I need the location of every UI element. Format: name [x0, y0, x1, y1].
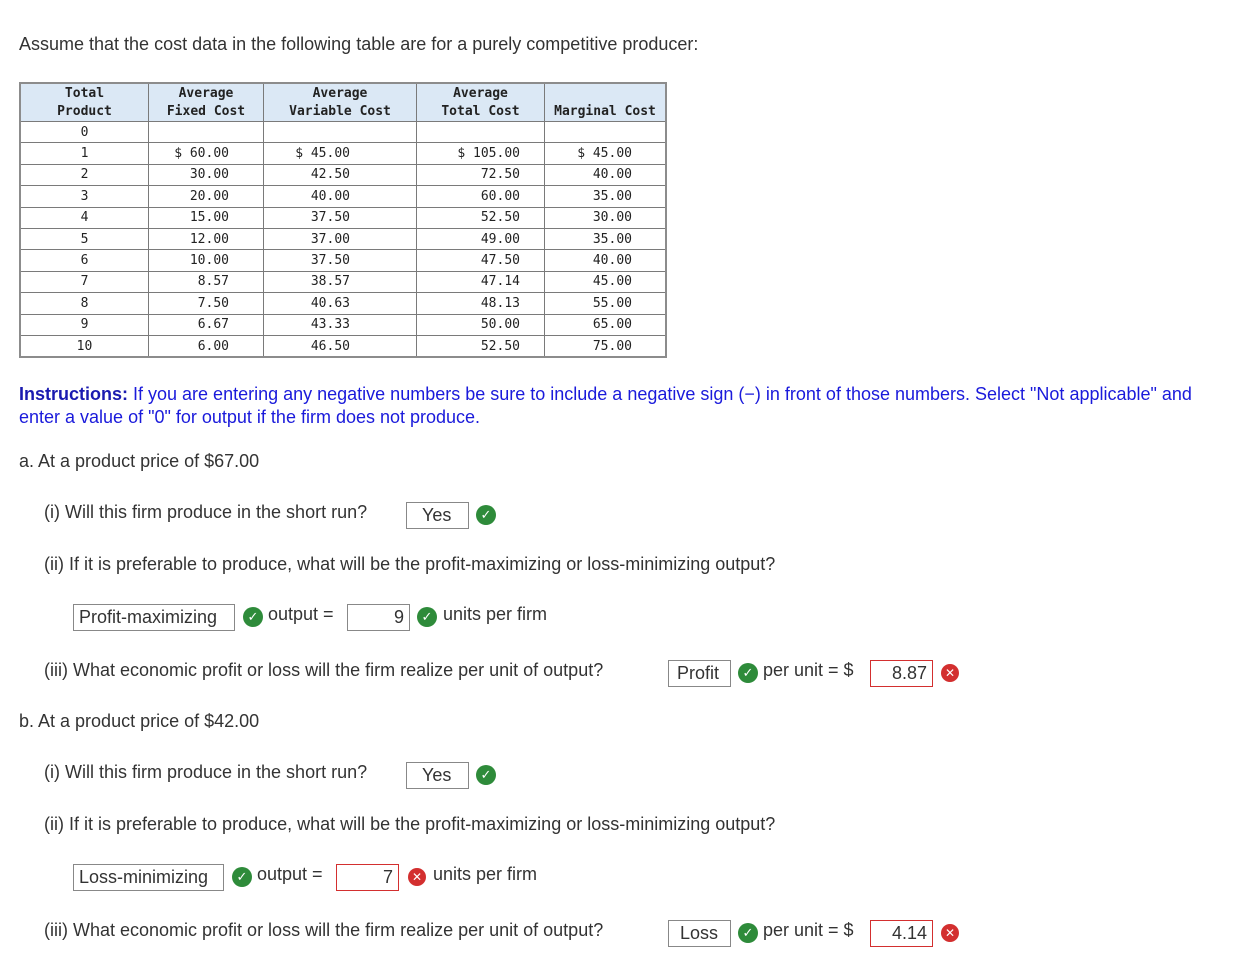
cell-average-total-cost: 48.13 — [417, 293, 545, 314]
header-average-variable-cost: Average Variable Cost — [264, 83, 417, 122]
cell-average-variable-cost: 37.00 — [264, 228, 417, 249]
table-row — [20, 164, 666, 185]
table-row — [20, 314, 666, 335]
header-total-product: Total Product — [20, 83, 149, 122]
table-row — [20, 207, 666, 228]
part-b-heading: b. At a product price of $42.00 — [19, 711, 260, 731]
instructions-text: If you are entering any negative numbers be sure to include a negative sign (−) in front of those numbers. Select "Not applicable" and enter a value of "0" for output if the firm does not produce. — [19, 384, 1192, 427]
cell-total-product: 0 — [20, 122, 149, 143]
cell-total-product: 7 — [20, 271, 149, 292]
part-a-question-3: (iii) What economic profit or loss will the firm realize per unit of output? — [44, 660, 604, 680]
cell-total-product: 5 — [20, 228, 149, 249]
part-a-profit-loss-select[interactable]: Profit — [668, 660, 731, 687]
table-row — [20, 335, 666, 357]
instructions — [19, 383, 1219, 429]
cell-total-product: 10 — [20, 335, 149, 357]
cell-total-product: 3 — [20, 186, 149, 207]
cell-average-fixed-cost: 12.00 — [149, 228, 264, 249]
cell-total-product: 9 — [20, 314, 149, 335]
cell-average-total-cost: 52.50 — [417, 335, 545, 357]
cell-average-fixed-cost: 15.00 — [149, 207, 264, 228]
part-a-output-label: output = — [268, 604, 334, 624]
cell-marginal-cost: 45.00 — [545, 271, 667, 292]
cell-marginal-cost: 35.00 — [545, 186, 667, 207]
cost-table — [19, 82, 667, 358]
part-a-output-type-select[interactable]: Profit-maximizing — [73, 604, 235, 631]
cell-average-total-cost: 50.00 — [417, 314, 545, 335]
x-icon: ✕ — [941, 924, 959, 942]
cell-average-total-cost: 47.14 — [417, 271, 545, 292]
table-row — [20, 293, 666, 314]
part-b-output-type-select[interactable]: Loss-minimizing — [73, 864, 224, 891]
cell-average-total-cost: 47.50 — [417, 250, 545, 271]
intro-text: Assume that the cost data in the following table are for a purely competitive producer: — [19, 34, 699, 54]
cell-average-total-cost: 60.00 — [417, 186, 545, 207]
check-icon: ✓ — [476, 505, 496, 525]
part-b-per-unit-label: per unit = $ — [763, 920, 854, 940]
instructions-label: Instructions: — [19, 384, 129, 404]
check-icon: ✓ — [738, 663, 758, 683]
part-b-profit-loss-select[interactable]: Loss — [668, 920, 731, 947]
check-icon: ✓ — [738, 923, 758, 943]
check-icon: ✓ — [243, 607, 263, 627]
part-a-heading: a. At a product price of $67.00 — [19, 451, 260, 471]
cell-average-variable-cost: 46.50 — [264, 335, 417, 357]
cell-average-fixed-cost — [149, 122, 264, 143]
cell-average-fixed-cost: $ 60.00 — [149, 143, 264, 164]
cell-marginal-cost: $ 45.00 — [545, 143, 667, 164]
cell-average-variable-cost: $ 45.00 — [264, 143, 417, 164]
cell-average-total-cost: $ 105.00 — [417, 143, 545, 164]
cell-average-variable-cost — [264, 122, 417, 143]
header-marginal-cost: Marginal Cost — [545, 83, 667, 122]
cell-average-variable-cost: 37.50 — [264, 207, 417, 228]
part-b-per-unit-input[interactable]: 4.14 — [870, 920, 933, 947]
cell-marginal-cost: 30.00 — [545, 207, 667, 228]
table-row — [20, 143, 666, 164]
table-row — [20, 250, 666, 271]
cell-marginal-cost: 65.00 — [545, 314, 667, 335]
cell-average-variable-cost: 42.50 — [264, 164, 417, 185]
cell-marginal-cost: 40.00 — [545, 250, 667, 271]
cell-marginal-cost: 55.00 — [545, 293, 667, 314]
table-row — [20, 271, 666, 292]
cell-marginal-cost: 75.00 — [545, 335, 667, 357]
part-b-question-3: (iii) What economic profit or loss will the firm realize per unit of output? — [44, 920, 604, 940]
cell-total-product: 1 — [20, 143, 149, 164]
part-b-units-label: units per firm — [433, 864, 538, 884]
cell-total-product: 2 — [20, 164, 149, 185]
cell-average-fixed-cost: 30.00 — [149, 164, 264, 185]
part-b-question-2: (ii) If it is preferable to produce, what will be the profit-maximizing or loss-minimizing output? — [44, 814, 776, 834]
check-icon: ✓ — [232, 867, 252, 887]
part-a-per-unit-label: per unit = $ — [763, 660, 854, 680]
x-icon: ✕ — [408, 868, 426, 886]
cell-average-variable-cost: 38.57 — [264, 271, 417, 292]
part-b-produce-select[interactable]: Yes — [406, 762, 469, 789]
cell-average-variable-cost: 40.00 — [264, 186, 417, 207]
cell-average-total-cost: 72.50 — [417, 164, 545, 185]
cell-average-total-cost — [417, 122, 545, 143]
part-a-produce-select[interactable]: Yes — [406, 502, 469, 529]
part-a-per-unit-input[interactable]: 8.87 — [870, 660, 933, 687]
cell-average-total-cost: 49.00 — [417, 228, 545, 249]
cell-marginal-cost: 35.00 — [545, 228, 667, 249]
cell-marginal-cost — [545, 122, 667, 143]
cell-total-product: 6 — [20, 250, 149, 271]
table-row — [20, 228, 666, 249]
part-a-units-label: units per firm — [443, 604, 548, 624]
part-a-output-input[interactable]: 9 — [347, 604, 410, 631]
cell-average-total-cost: 52.50 — [417, 207, 545, 228]
cell-average-fixed-cost: 7.50 — [149, 293, 264, 314]
cell-average-fixed-cost: 6.00 — [149, 335, 264, 357]
part-b-question-1: (i) Will this firm produce in the short run? — [44, 762, 368, 782]
table-header-row — [20, 83, 666, 122]
cell-average-fixed-cost: 8.57 — [149, 271, 264, 292]
cell-average-variable-cost: 37.50 — [264, 250, 417, 271]
check-icon: ✓ — [417, 607, 437, 627]
cell-total-product: 8 — [20, 293, 149, 314]
check-icon: ✓ — [476, 765, 496, 785]
part-a-question-2: (ii) If it is preferable to produce, what will be the profit-maximizing or loss-minimizing output? — [44, 554, 776, 574]
part-a-question-1: (i) Will this firm produce in the short run? — [44, 502, 368, 522]
table-row — [20, 186, 666, 207]
cell-average-variable-cost: 40.63 — [264, 293, 417, 314]
table-row — [20, 122, 666, 143]
part-b-output-input[interactable]: 7 — [336, 864, 399, 891]
cell-average-fixed-cost: 6.67 — [149, 314, 264, 335]
header-average-total-cost: Average Total Cost — [417, 83, 545, 122]
cell-average-fixed-cost: 20.00 — [149, 186, 264, 207]
header-average-fixed-cost: Average Fixed Cost — [149, 83, 264, 122]
part-b-output-label: output = — [257, 864, 323, 884]
cell-marginal-cost: 40.00 — [545, 164, 667, 185]
x-icon: ✕ — [941, 664, 959, 682]
cell-total-product: 4 — [20, 207, 149, 228]
cell-average-variable-cost: 43.33 — [264, 314, 417, 335]
cell-average-fixed-cost: 10.00 — [149, 250, 264, 271]
